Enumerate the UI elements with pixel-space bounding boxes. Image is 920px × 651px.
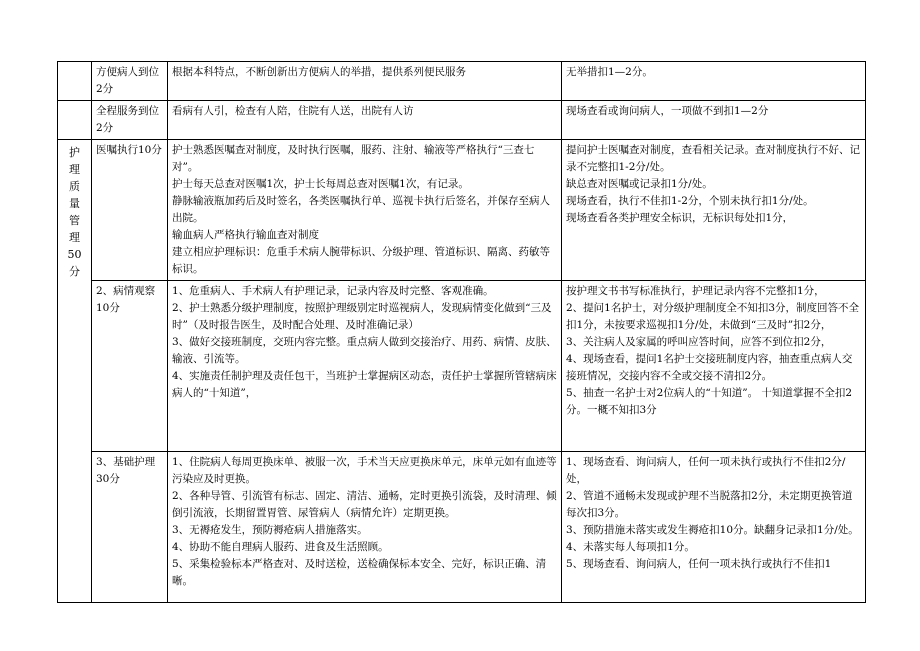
scoring-cell [562,452,866,603]
item-cell: 全程服务到位2分 [92,101,168,140]
scoring-line: 现场查看或询问病人，一项做不到扣1—2分 [566,105,769,117]
table-row [58,101,866,140]
category-char: 理 [69,163,80,176]
scoring-cell [562,62,866,101]
item-cell: 3、基础护理30分 [92,452,168,603]
scoring-line: 4、现场查看，提问1名护士交接班制度内容，抽查重点病人交接班情况，交接内容不全或交接不清扣2分。 [566,353,853,382]
category-char: 50 [67,248,82,261]
content-cell [168,101,562,140]
scoring-line: 3、关注病人及家属的呼叫应答时间，应答不到位扣2分， [566,336,832,348]
category-cell-empty [58,62,92,101]
scoring-line: 按护理文书书写标准执行，护理记录内容不完整扣1分， [566,285,825,297]
content-cell [168,281,562,452]
scoring-cell [562,140,866,281]
category-char: 护 [69,146,80,159]
category-char: 量 [69,197,80,210]
content-cell [168,452,562,603]
item-cell: 2、病情观察10分 [92,281,168,452]
content-line: 看病有人引，检查有人陪，住院有人送，出院有人访 [172,105,414,117]
category-char: 管 [69,214,80,227]
scoring-line: 缺总查对医嘱或记录扣1分/处。 [566,178,713,190]
category-char: 分 [69,265,80,278]
content-line: 3、做好交接班制度，交班内容完整。重点病人做到交接治疗、用药、病情、皮肤、输液、引流等。 [172,336,557,365]
content-cell [168,62,562,101]
table-row [58,140,866,281]
table-row [58,62,866,101]
table-row [58,281,866,452]
category-cell-empty [58,101,92,140]
content-line: 5、采集检验标本严格查对、及时送检，送检确保标本安全、完好，标识正确、清晰。 [172,558,547,587]
scoring-line: 提问护士医嘱查对制度，查看相关记录。查对制度执行不好、记录不完整扣1-2分/处。 [566,144,860,173]
category-char: 质 [69,180,80,193]
nursing-quality-table [57,61,866,603]
scoring-line: 1、现场查看、询问病人，任何一项未执行或执行不佳扣2分/处， [566,456,846,485]
content-line: 3、无褥疮发生，预防褥疮病人措施落实。 [172,524,368,536]
item-cell: 医嘱执行10分 [92,140,168,281]
scoring-line: 4、未落实每人每项扣1分。 [566,541,695,553]
scoring-line: 5、抽查一名护士对2位病人的“十知道”。 十知道掌握不全扣2分。一概不知扣3分 [566,387,853,416]
content-line: 4、实施责任制护理及责任包干，当班护士掌握病区动态，责任护士掌握所管辖病床病人的“十知道”， [172,370,557,399]
scoring-cell [562,101,866,140]
scoring-line: 3、预防措施未落实或发生褥疮扣10分。缺翻身记录扣1分/处。 [566,524,859,536]
content-line: 护士熟悉医嘱查对制度，及时执行医嘱，服药、注射、输液等严格执行“三查七对”。 [172,144,535,173]
scoring-line: 现场查看各类护理安全标识，无标识每处扣1分， [566,212,794,224]
category-char: 理 [69,231,80,244]
content-line: 护士每天总查对医嘱1次，护士长每周总查对医嘱1次，有记录。 [172,178,469,190]
content-line: 2、各种导管、引流管有标志、固定、清洁、通畅，定时更换引流袋，及时清理、倾倒引流液，长期留置胃管、尿管病人（病情允许）定期更换。 [172,490,557,519]
content-line: 输血病人严格执行输血查对制度 [172,229,319,241]
content-line: 静脉输液瓶加药后及时签名，各类医嘱执行单、巡视卡执行后签名，并保存至病人出院。 [172,195,550,224]
scoring-cell [562,281,866,452]
content-line: 根据本科特点，不断创新出方便病人的举措，提供系列便民服务 [172,66,466,78]
scoring-line: 5、现场查看、询问病人，任何一项未执行或执行不佳扣1 [566,558,832,570]
scoring-line: 现场查看，执行不佳扣1-2分，个别未执行扣1分/处。 [566,195,814,207]
scoring-line: 2、管道不通畅未发现或护理不当脱落扣2分，未定期更换管道每次扣3分。 [566,490,853,519]
content-line: 建立相应护理标识：危重手术病人腕带标识、分级护理、管道标识、隔离、药敏等标识。 [172,246,550,275]
content-line: 2、护士熟悉分级护理制度，按照护理级别定时巡视病人，发现病情变化做到“三及时”（及时报告医生，及时配合处理、及时准确记录） [172,302,552,331]
category-cell [58,140,92,603]
table-row [58,452,866,603]
content-cell [168,140,562,281]
content-line: 4、协助不能自理病人服药、进食及生活照顾。 [172,541,389,553]
item-cell: 方便病人到位2分 [92,62,168,101]
content-line: 1、危重病人、手术病人有护理记录，记录内容及时完整、客观准确。 [172,285,494,297]
scoring-line: 无举措扣1—2分。 [566,66,653,78]
scoring-line: 2、提问1名护士，对分级护理制度全不知扣3分，制度回答不全扣1分，未按要求巡视扣1分/处，未做到“三及时”扣2分， [566,302,860,331]
content-line: 1、住院病人每周更换床单、被服一次，手术当天应更换床单元，床单元如有血迹等污染应及时更换。 [172,456,557,485]
